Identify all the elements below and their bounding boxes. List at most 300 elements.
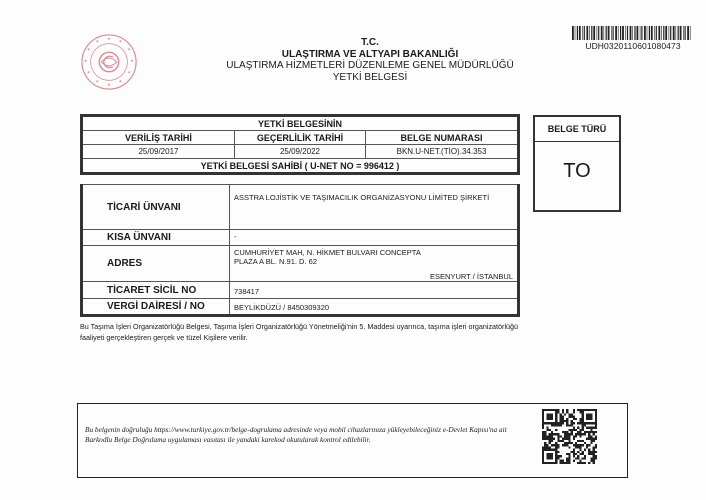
qr-module [582,453,584,455]
qr-module [544,444,546,446]
barcode-bar [641,26,642,40]
barcode-bar [608,26,610,40]
qr-module [588,462,590,464]
qr-module [549,433,551,435]
barcode-bar [656,26,657,40]
qr-module [566,411,568,413]
qr-module [564,420,566,422]
qr-module [542,427,544,429]
label-tax-office: VERGİ DAİRESİ / NO [82,299,230,316]
qr-module [586,444,588,446]
svg-text:★: ★ [107,35,111,41]
qr-module [593,446,595,448]
qr-module [566,409,568,411]
qr-module [595,451,597,453]
qr-module [546,446,548,448]
qr-module [571,422,573,424]
qr-module [557,433,559,435]
barcode-bar [685,26,686,40]
qr-module [557,455,559,457]
qr-module [555,442,557,444]
qr-module [573,451,575,453]
qr-module [568,455,570,457]
barcode-bar [687,26,689,40]
table-row [82,230,519,246]
qr-module [590,429,592,431]
svg-text:★: ★ [95,38,99,44]
qr-module [562,440,564,442]
qr-module [586,431,588,433]
qr-module [579,435,581,437]
qr-module [595,435,597,437]
qr-module [560,422,562,424]
qr-module [593,455,595,457]
barcode-bar [620,26,621,40]
qr-module [593,462,595,464]
qr-module [588,427,590,429]
ministry-seal-icon [80,33,138,91]
qr-module [577,422,579,424]
barcode-bar [584,26,585,40]
qr-module [582,451,584,453]
svg-text:★: ★ [83,58,88,63]
owner-table [80,184,520,317]
qr-module [566,444,568,446]
qr-module [562,422,564,424]
barcode-bar [582,26,583,40]
table-row [82,246,519,282]
qr-module [595,444,597,446]
barcode-bar [575,26,576,40]
qr-module [566,453,568,455]
qr-module [579,409,581,411]
svg-text:★: ★ [107,82,111,88]
qr-module [577,444,579,446]
qr-module [562,438,564,440]
qr-module [577,427,579,429]
qr-module [562,444,564,446]
qr-module [582,433,584,435]
barcode-bar [665,26,667,40]
qr-module [590,427,592,429]
qr-module [564,431,566,433]
barcode-bar [586,26,588,40]
qr-module [564,444,566,446]
qr-module [553,433,555,435]
barcode-bar [627,26,628,40]
qr-module [568,438,570,440]
qr-module [557,409,559,411]
barcode-bar [618,26,619,40]
qr-module [560,418,562,420]
qr-module [546,429,548,431]
barcode-bar [632,26,633,40]
barcode-bar [613,26,614,40]
label-trade-registry: TİCARET SİCİL NO [82,282,230,299]
qr-module [579,429,581,431]
doc-number: BKN.U-NET.(TİO).34.353 [366,145,519,159]
qr-module [564,433,566,435]
qr-module [573,444,575,446]
value-trade-name: ASSTRA LOJİSTİK VE TAŞIMACILIK ORGANİZASYONU LİMİTED ŞİRKETİ [230,185,519,230]
qr-module [549,442,551,444]
qr-module [582,457,584,459]
qr-module [595,438,597,440]
qr-module [549,438,551,440]
qr-module [546,438,548,440]
qr-module [553,424,555,426]
qr-module [557,424,559,426]
barcode-number: UDH03201106010804​73 [585,41,681,51]
barcode-bar [634,26,635,40]
qr-module [544,431,546,433]
barcode-bar [647,26,648,40]
qr-module [566,435,568,437]
qr-module [573,429,575,431]
barcode-bar [658,26,660,40]
qr-module [584,455,586,457]
qr-module [562,411,564,413]
qr-module [566,424,568,426]
qr-module [588,444,590,446]
qr-module [595,446,597,448]
qr-module [568,457,570,459]
qr-module [562,462,564,464]
qr-module [577,440,579,442]
qr-module [593,460,595,462]
barcode-bar [637,26,639,40]
qr-module [586,438,588,440]
qr-module [568,413,570,415]
qr-module [590,457,592,459]
barcode-bar [589,26,590,40]
qr-module [575,446,577,448]
qr-module [582,427,584,429]
qr-module [586,427,588,429]
barcode-bar [593,26,595,40]
barcode-bar [673,26,675,40]
table-row [82,282,519,299]
qr-module [551,431,553,433]
barcode-bar [680,26,682,40]
svg-text:★: ★ [127,46,131,52]
qr-module [560,420,562,422]
qr-module [584,457,586,459]
address-city: ESENYURT / İSTANBUL [430,272,513,281]
qr-module [588,453,590,455]
value-address [230,246,519,282]
qr-module [557,457,559,459]
col-validity-date: GEÇERLİLİK TARİHİ [234,131,365,145]
qr-module [575,429,577,431]
qr-module [573,460,575,462]
qr-module [544,433,546,435]
svg-text:★: ★ [86,46,91,52]
barcode-bar [591,26,592,40]
qr-module [566,431,568,433]
qr-module [544,442,546,444]
qr-module [566,457,568,459]
qr-module [566,438,568,440]
col-issue-date: VERİLİŞ TARİHİ [82,131,235,145]
barcode-bar [625,26,626,40]
qr-module [544,435,546,437]
qr-module [566,462,568,464]
qr-module [579,433,581,435]
qr-module [542,446,544,448]
barcode-bar [572,26,574,40]
barcode-bar [651,26,653,40]
qr-module [557,411,559,413]
barcode-bar [676,26,677,40]
qr-module [549,446,551,448]
verification-text: Bu belgenin doğruluğu https://www.turkiye.gov.tr/belge-dogrulama adresinde veya mobil cihazlarınıza yükleyebileceğiniz e-Devlet Kapısı'na ait Barkodlu Belge Doğrulama uygulaması vasıtası ile yandaki karekod okutularak kontrol edilebilir. [85,425,507,444]
qr-module [573,411,575,413]
certificate-table [80,114,520,175]
qr-module [584,462,586,464]
qr-module [590,435,592,437]
header-directorate: ULAŞTIRMA HİZMETLERİ DÜZENLEME GENEL MÜDÜRLÜĞÜ [226,60,514,71]
issue-date: 25/09/2017 [82,145,235,159]
qr-module [573,418,575,420]
barcode-bar [597,26,598,40]
qr-module [590,431,592,433]
qr-module [579,420,581,422]
qr-module [557,440,559,442]
qr-module [577,431,579,433]
qr-module [568,453,570,455]
qr-module [555,446,557,448]
qr-module [557,444,559,446]
qr-module [568,462,570,464]
qr-module [551,438,553,440]
qr-module [575,435,577,437]
qr-module [562,416,564,418]
qr-module [575,457,577,459]
qr-module [588,431,590,433]
qr-module [551,433,553,435]
qr-module [582,444,584,446]
qr-code-icon [542,409,597,464]
qr-module [568,424,570,426]
qr-module [566,460,568,462]
qr-module [593,457,595,459]
barcode-bar [604,26,605,40]
qr-module [557,438,559,440]
qr-module [579,462,581,464]
document-type-box [533,115,621,212]
barcode-bar [663,26,664,40]
qr-module [568,416,570,418]
qr-module [557,451,559,453]
qr-module [551,440,553,442]
qr-module [590,453,592,455]
qr-module [579,453,581,455]
qr-module [593,451,595,453]
qr-module [557,446,559,448]
qr-module [577,451,579,453]
barcode-bar [622,26,624,40]
qr-module [571,413,573,415]
qr-module [568,435,570,437]
qr-module [546,435,548,437]
qr-module [566,442,568,444]
qr-module [573,453,575,455]
qr-module [573,416,575,418]
validity-date: 25/09/2022 [234,145,365,159]
qr-module [560,435,562,437]
qr-module [542,424,544,426]
qr-module [546,444,548,446]
qr-module [595,431,597,433]
qr-module [568,446,570,448]
qr-module [579,460,581,462]
col-doc-number: BELGE NUMARASI [366,131,519,145]
qr-module [549,435,551,437]
qr-module [560,462,562,464]
qr-module [588,451,590,453]
qr-module [573,438,575,440]
qr-module [584,424,586,426]
qr-module [555,429,557,431]
qr-module [564,438,566,440]
qr-module [546,413,553,420]
header-ministry: ULAŞTIRMA VE ALTYAPI BAKANLIĞI [281,48,459,60]
qr-module [564,435,566,437]
qr-module [577,462,579,464]
qr-module [555,424,557,426]
qr-module [579,449,581,451]
label-trade-name: TİCARİ ÜNVANI [82,185,230,230]
label-address: ADRES [82,246,230,282]
value-tax-office: BEYLİKDÜZÜ / 8450309320 [230,299,519,316]
qr-module [584,449,586,451]
qr-module [577,455,579,457]
barcode-bar [654,26,655,40]
qr-module [588,433,590,435]
barcode-bar [661,26,662,40]
qr-module [579,422,581,424]
qr-module [573,409,575,411]
qr-module [590,460,592,462]
qr-module [595,424,597,426]
table-row [82,185,519,230]
qr-module [582,424,584,426]
qr-module [560,440,562,442]
value-trade-registry: 738417 [230,282,519,299]
value-short-name: - [230,230,519,246]
barcode-bar [678,26,679,40]
svg-text:★: ★ [130,58,134,63]
qr-module [568,429,570,431]
qr-module [595,455,597,457]
qr-module [582,429,584,431]
qr-module [588,435,590,437]
svg-text:★: ★ [95,78,99,84]
qr-module [542,435,544,437]
qr-module [575,418,577,420]
qr-module [571,451,573,453]
barcode-bar [630,26,632,40]
barcode-bar [598,26,599,40]
qr-module [575,444,577,446]
label-short-name: KISA ÜNVANI [82,230,230,246]
barcode-bar [670,26,671,40]
certificate-title: YETKİ BELGESİNİN [82,116,519,131]
qr-module [573,449,575,451]
qr-module [562,420,564,422]
qr-module [593,453,595,455]
qr-module [544,446,546,448]
address-line-2: PLAZA A BL. N.91. D. 62 [234,257,317,266]
qr-module [593,433,595,435]
qr-module [553,444,555,446]
qr-module [586,413,593,420]
qr-module [595,457,597,459]
qr-module [577,409,579,411]
qr-module [557,422,559,424]
qr-module [546,453,553,460]
barcode-bar [683,26,684,40]
qr-module [546,427,548,429]
qr-module [582,462,584,464]
qr-module [593,440,595,442]
qr-module [562,409,564,411]
qr-module [586,446,588,448]
qr-module [595,427,597,429]
qr-module [560,413,562,415]
qr-module [573,455,575,457]
qr-module [579,418,581,420]
barcode-bar [579,26,581,40]
barcode-bar [577,26,578,40]
qr-module [555,444,557,446]
barcode-bar [615,26,617,40]
qr-module [577,446,579,448]
qr-module [571,442,573,444]
qr-module [551,444,553,446]
qr-module [555,433,557,435]
svg-text:★: ★ [118,78,123,84]
qr-module [568,440,570,442]
qr-module [560,416,562,418]
barcode-bar [640,26,641,40]
qr-module [579,440,581,442]
qr-module [551,424,553,426]
qr-module [571,431,573,433]
qr-module [549,440,551,442]
qr-module [584,442,586,444]
qr-module [577,457,579,459]
barcode-icon [572,26,692,40]
barcode-bar [601,26,603,40]
qr-module [571,424,573,426]
qr-module [588,449,590,451]
qr-module [573,435,575,437]
qr-module [575,442,577,444]
qr-module [571,429,573,431]
qr-module [566,422,568,424]
qr-module [568,460,570,462]
qr-module [590,438,592,440]
qr-module [593,427,595,429]
qr-module [564,462,566,464]
qr-module [562,418,564,420]
qr-module [544,438,546,440]
qr-module [573,422,575,424]
table-row [82,299,519,316]
qr-module [590,442,592,444]
